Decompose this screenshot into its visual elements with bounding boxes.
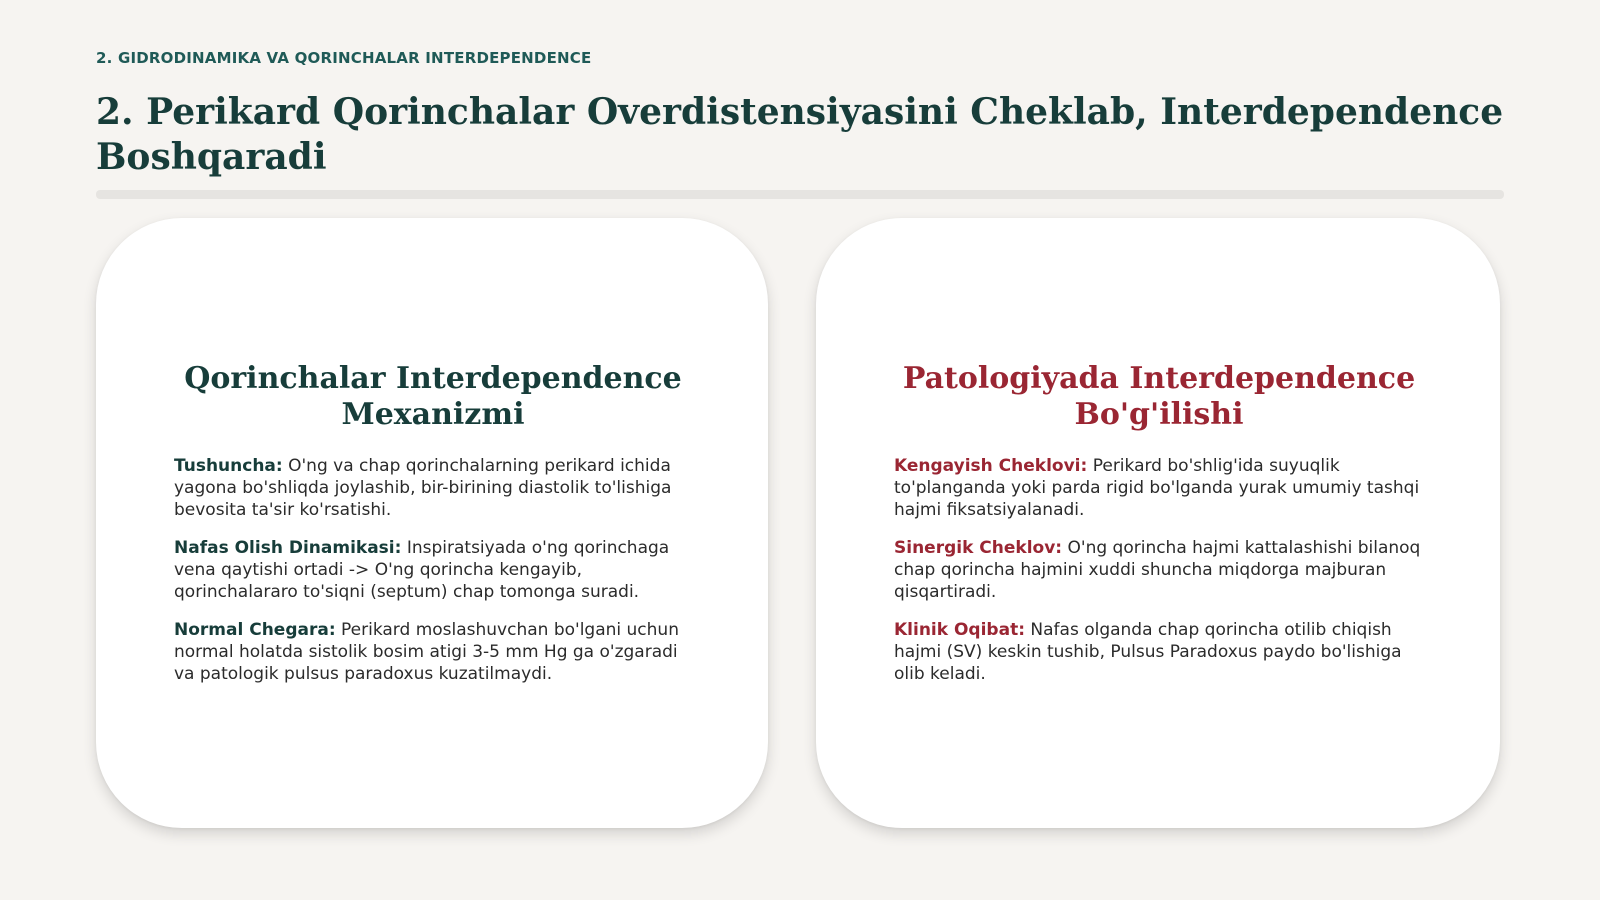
item-text: Perikard moslashuvchan bo'lgani uchun normal holatda sistolik bosim atigi 3-5 mm Hg ga o'zgaradi va patologik pulsus paradoxus kuzatilmaydi. bbox=[174, 620, 679, 684]
item-text: Perikard bo'shlig'ida suyuqlik to'planganda yoki parda rigid bo'lganda yurak umumiy tashqi hajmi fiksatsiyalanadi. bbox=[894, 456, 1420, 520]
item-term: Sinergik Cheklov: bbox=[894, 538, 1063, 558]
item-text: O'ng qorincha hajmi kattalashishi bilanoq chap qorincha hajmini xuddi shuncha miqdorga majburan qisqartiradi. bbox=[894, 538, 1421, 602]
card-title: Qorinchalar Interdependence Mexanizmi bbox=[184, 361, 682, 432]
section-kicker: 2. GIDRODINAMIKA VA QORINCHALAR INTERDEPENDENCE bbox=[96, 49, 592, 67]
item-term: Normal Chegara: bbox=[174, 620, 336, 640]
item-term: Kengayish Cheklovi: bbox=[894, 456, 1088, 476]
item-term: Tushuncha: bbox=[174, 456, 283, 476]
title-divider bbox=[96, 190, 1504, 199]
list-item bbox=[174, 537, 692, 603]
page-title: 2. Perikard Qorinchalar Overdistensiyasini Cheklab, Interdependence Boshqaradi bbox=[96, 91, 1504, 178]
list-item bbox=[174, 619, 692, 685]
list-item bbox=[894, 537, 1424, 603]
item-text: Nafas olganda chap qorincha otilib chiqish hajmi (SV) keskin tushib, Pulsus Paradoxus paydo bo'lishiga olib keladi. bbox=[894, 620, 1402, 684]
list-item bbox=[894, 619, 1424, 685]
interdependence-mechanism-card bbox=[96, 218, 768, 828]
list-item bbox=[894, 455, 1424, 521]
item-term: Klinik Oqibat: bbox=[894, 620, 1025, 640]
list-item bbox=[174, 455, 692, 521]
item-text: O'ng va chap qorinchalarning perikard ichida yagona bo'shliqda joylashib, bir-birining diastolik to'lishiga bevosita ta'sir ko'rsatishi. bbox=[174, 456, 672, 520]
card-title: Patologiyada Interdependence Bo'g'ilishi bbox=[902, 361, 1416, 432]
pathology-interdependence-card bbox=[816, 218, 1500, 828]
item-term: Nafas Olish Dinamikasi: bbox=[174, 538, 402, 558]
item-text: Inspiratsiyada o'ng qorinchaga vena qaytishi ortadi -> O'ng qorincha kengayib, qorinchalararo to'siqni (septum) chap tomonga suradi. bbox=[174, 538, 670, 602]
